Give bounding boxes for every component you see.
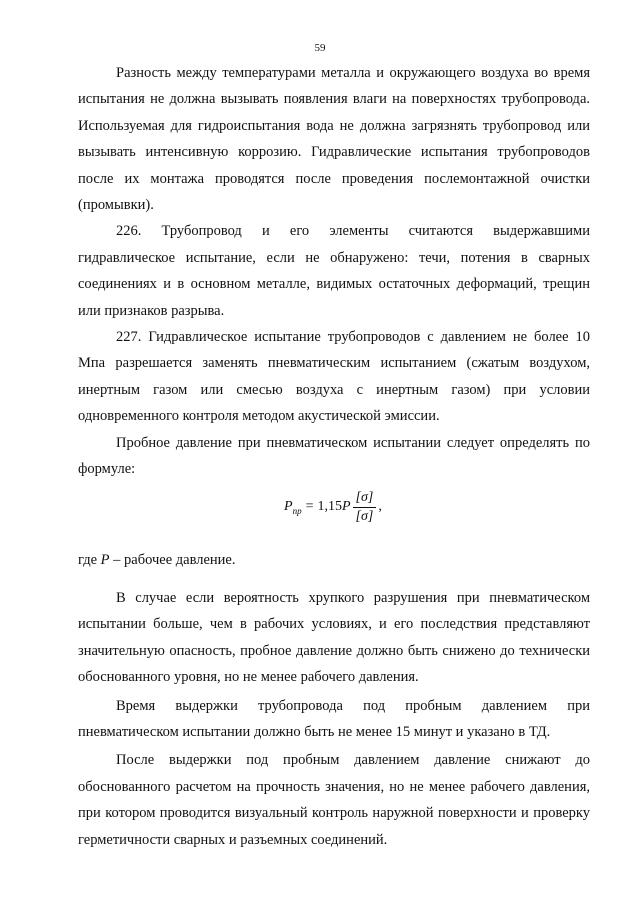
page-content	[78, 60, 590, 853]
where-line: где P – рабочее давление.	[78, 551, 236, 568]
paragraph-temperature: Разность между температурами металла и окружающего воздуха во время испытания не должна вызывать появления влаги на поверхностях трубопровода. Используемая для гидроиспытания вода не должна загрязнять трубопровод или вызывать интенсивную коррозию. Гидравлические испытания трубопроводов после их монтажа проводятся после проведения послемонтажной очистки (промывки).	[78, 65, 590, 214]
paragraph-after-holding: После выдержки под пробным давлением давление снижают до обоснованного расчетом на прочность значения, но не менее рабочего давления, при котором проводится визуальный контроль наружной поверхности и проверку герметичности сварных и разъемных соединений.	[78, 752, 590, 848]
formula-fraction	[353, 489, 377, 526]
paragraph-holding-time: Время выдержки трубопровода под пробным давлением при пневматическом испытании должно быть не менее 15 минут и указано в ТД.	[78, 697, 590, 740]
formula-coefficient: 1,15	[317, 499, 342, 514]
formula-trailing: ,	[378, 499, 382, 514]
formula-numerator: [σ]	[355, 489, 374, 505]
formula-variable: P	[341, 499, 351, 514]
paragraph-brittle-fracture: В случае если вероятность хрупкого разрушения при пневматическом испытании больше, чем в рабочих условиях, и его последствия представляют значительную опасность, пробное давление должно быть снижено до технически обоснованного уровня, но не менее рабочего давления.	[78, 589, 590, 686]
formula-block	[78, 483, 590, 547]
paragraph-formula-intro: Пробное давление при пневматическом испытании следует определять по формуле:	[78, 434, 590, 478]
paragraph-227: 227. Гидравлическое испытание трубопроводов с давлением не более 10 Мпа разрешается заменять пневматическим испытанием (сжатым воздухом, инертным газом или смесью воздуха с инертным газом) при условии одновременного контроля методом акустической эмиссии.	[78, 329, 590, 425]
test-pressure-formula	[284, 489, 382, 526]
formula-denominator: [σ]	[355, 508, 374, 524]
formula-lhs: $P_{пр}$	[284, 498, 302, 516]
page-number: 59	[314, 42, 326, 54]
formula-equals: =	[305, 499, 314, 514]
paragraph-226: 226. Трубопровод и его элементы считаются выдержавшими гидравлическое испытание, если не обнаружено: течи, потения в сварных соединениях и в основном металле, видимых остаточных деформаций, трещин или признаков разрыва.	[78, 223, 590, 319]
